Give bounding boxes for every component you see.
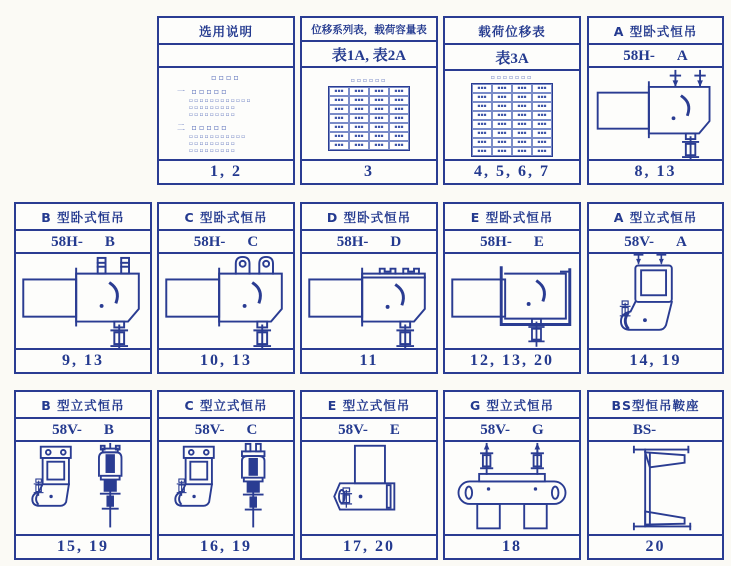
page-ref: 8, 13: [589, 159, 722, 183]
mini-table-cell: ▪▪▪: [349, 123, 369, 132]
mini-table-cell: ▪▪▪: [329, 114, 349, 123]
model-code: 58H- B: [16, 231, 150, 254]
card-title: E 型立式恒吊: [302, 392, 436, 419]
card-title: 位移系列表，载荷容量表: [302, 18, 436, 42]
mini-table-cell: ▪▪▪: [329, 132, 349, 141]
mini-table-cell: ▪▪▪: [369, 96, 389, 105]
model-code: 58H- D: [302, 231, 436, 254]
notes-pseudo-text: ▫▫▫▫ 一 ▫▫▫▫▫ ▫▫▫▫▫▫▫▫▫▫▫▫ ▫▫▫▫▫▫▫▫▫ ▫▫▫▫▫▫▫▫▫ 二 ▫▫▫▫▫ ▫▫▫▫▫▫▫▫▫▫▫ ▫▫▫▫▫▫▫▫▫ ▫▫▫▫▫▫▫▫▫: [177, 72, 252, 154]
page-ref: 20: [589, 534, 722, 558]
mini-table-cell: ▪▪▪: [389, 123, 409, 132]
mini-table-cell: ▪▪▪: [329, 87, 349, 96]
mini-table-cell: ▪▪▪: [329, 141, 349, 150]
page-ref: 12, 13, 20: [445, 348, 579, 372]
mini-table-cell: ▪▪▪: [472, 120, 492, 129]
card-58v-b: [14, 390, 152, 560]
model-code: 58V- G: [445, 419, 579, 442]
page-ref: 16, 19: [159, 534, 293, 558]
drawing-vertical-hanger-e: [302, 442, 436, 534]
table-preview: [445, 71, 579, 159]
mini-table-cell: ▪▪▪: [472, 102, 492, 111]
table-preview: [302, 68, 436, 159]
mini-table-cell: ▪▪▪: [349, 105, 369, 114]
mini-table-3a: ▫▫▫▫▫▫▫ ▪▪▪ ▪▪▪ ▪▪▪ ▪▪▪ ▪▪▪ ▪▪▪ ▪▪▪ ▪▪▪ ▪▪▪ ▪▪▪ ▪▪▪ ▪▪▪ ▪▪▪ ▪▪▪ ▪▪▪ ▪▪▪ ▪▪▪ ▪▪▪ ▪▪▪ ▪▪▪ ▪▪▪ ▪▪▪ ▪▪▪ ▪▪▪ ▪▪▪ ▪▪▪ ▪▪▪ ▪▪▪ ▪▪▪ ▪▪▪ ▪▪▪ ▪▪▪: [471, 74, 553, 157]
mini-table-cell: ▪▪▪: [369, 141, 389, 150]
mini-table-cell: ▪▪▪: [369, 87, 389, 96]
mini-table-cell: ▪▪▪: [492, 129, 512, 138]
mini-table-cell: ▪▪▪: [492, 84, 512, 93]
mini-table-cell: ▪▪▪: [532, 111, 552, 120]
card-title: E 型卧式恒吊: [445, 204, 579, 231]
mini-table-cell: ▪▪▪: [389, 132, 409, 141]
card-title: B 型立式恒吊: [16, 392, 150, 419]
mini-table-cell: ▪▪▪: [472, 138, 492, 147]
mini-table-cell: ▪▪▪: [349, 114, 369, 123]
mini-table-cell: ▪▪▪: [389, 105, 409, 114]
mini-table-cell: ▪▪▪: [472, 147, 492, 156]
mini-table-cell: ▪▪▪: [472, 111, 492, 120]
mini-table-cell: ▪▪▪: [532, 129, 552, 138]
mini-table-cell: ▪▪▪: [492, 147, 512, 156]
mini-table-1a-2a: ▫▫▫▫▫▫ ▪▪▪ ▪▪▪ ▪▪▪ ▪▪▪ ▪▪▪ ▪▪▪ ▪▪▪ ▪▪▪ ▪▪▪ ▪▪▪ ▪▪▪ ▪▪▪ ▪▪▪ ▪▪▪ ▪▪▪ ▪▪▪ ▪▪▪ ▪▪▪ ▪▪▪ ▪▪▪ ▪▪▪ ▪▪▪ ▪▪▪ ▪▪▪ ▪▪▪ ▪▪▪ ▪▪▪ ▪▪▪: [328, 77, 410, 151]
drawing-vertical-hanger-c: [159, 442, 293, 534]
mini-table-cell: ▪▪▪: [492, 138, 512, 147]
card-subtitle: [302, 42, 436, 68]
mini-table-cell: ▪▪▪: [512, 93, 532, 102]
mini-table-cell: ▪▪▪: [329, 123, 349, 132]
mini-table-cell: ▪▪▪: [472, 84, 492, 93]
mini-table-cell: ▪▪▪: [369, 123, 389, 132]
mini-table-cell: ▪▪▪: [492, 120, 512, 129]
card-58v-c: [157, 390, 295, 560]
mini-table-cell: ▪▪▪: [512, 102, 532, 111]
card-subtitle: [159, 45, 293, 68]
page-ref: 4, 5, 6, 7: [445, 159, 579, 183]
page-ref: 11: [302, 348, 436, 372]
drawing-vertical-hanger-b: [16, 442, 150, 534]
mini-table-cell: ▪▪▪: [329, 105, 349, 114]
mini-table-cell: ▪▪▪: [492, 102, 512, 111]
card-displacement-series-table: [300, 16, 438, 185]
card-58v-e: [300, 390, 438, 560]
card-title: BS型恒吊鞍座: [589, 392, 722, 419]
mini-table-cell: ▪▪▪: [349, 87, 369, 96]
card-58v-g: [443, 390, 581, 560]
card-title: 选用说明: [159, 18, 293, 45]
model-code: 58H- A: [589, 45, 722, 68]
card-58h-c: [157, 202, 295, 374]
page-ref: 9, 13: [16, 348, 150, 372]
model-code: BS-: [589, 419, 722, 442]
mini-table-cell: ▪▪▪: [472, 93, 492, 102]
card-selection-notes: [157, 16, 295, 185]
card-title: A 型卧式恒吊: [589, 18, 722, 45]
page-ref: 17, 20: [302, 534, 436, 558]
mini-table-cell: ▪▪▪: [389, 87, 409, 96]
model-code: 58V- C: [159, 419, 293, 442]
mini-table-cell: ▪▪▪: [389, 141, 409, 150]
mini-table-grid: [328, 86, 410, 151]
page-ref: 18: [445, 534, 579, 558]
card-load-displacement-table: [443, 16, 581, 185]
card-58h-a: [587, 16, 724, 185]
model-code: 58V- E: [302, 419, 436, 442]
mini-table-cell: ▪▪▪: [472, 129, 492, 138]
page-ref: 3: [302, 159, 436, 183]
mini-table-cell: ▪▪▪: [492, 111, 512, 120]
mini-table-cell: ▪▪▪: [389, 114, 409, 123]
table-ref-label: 表3A: [495, 51, 529, 67]
table-ref-label: 表1A, 表2A: [331, 48, 407, 64]
mini-table-cell: ▪▪▪: [512, 138, 532, 147]
model-code: 58V- B: [16, 419, 150, 442]
mini-table-cell: ▪▪▪: [389, 96, 409, 105]
mini-table-cell: ▪▪▪: [329, 96, 349, 105]
drawing-horizontal-hanger-c: [159, 254, 293, 348]
page-ref: 15, 19: [16, 534, 150, 558]
drawing-horizontal-hanger-a: [589, 68, 722, 159]
card-subtitle: [445, 45, 579, 71]
model-code: 58V- A: [589, 231, 722, 254]
mini-table-cell: ▪▪▪: [512, 120, 532, 129]
mini-table-cell: ▪▪▪: [492, 93, 512, 102]
card-bs-saddle: [587, 390, 724, 560]
card-58h-e: [443, 202, 581, 374]
page-ref: 14, 19: [589, 348, 722, 372]
model-code: 58H- C: [159, 231, 293, 254]
card-title: C 型卧式恒吊: [159, 204, 293, 231]
mini-table-cell: ▪▪▪: [349, 132, 369, 141]
drawing-bs-saddle: [589, 442, 722, 534]
page-ref: 10, 13: [159, 348, 293, 372]
card-58v-a: [587, 202, 724, 374]
card-58h-b: [14, 202, 152, 374]
selection-notes-preview: [159, 68, 293, 159]
mini-table-cell: ▪▪▪: [512, 111, 532, 120]
drawing-horizontal-hanger-e: [445, 254, 579, 348]
mini-table-cell: ▪▪▪: [532, 102, 552, 111]
mini-table-cell: ▪▪▪: [532, 84, 552, 93]
card-title: A 型立式恒吊: [589, 204, 722, 231]
card-title: G 型立式恒吊: [445, 392, 579, 419]
mini-table-cell: ▪▪▪: [369, 114, 389, 123]
mini-table-cell: ▪▪▪: [512, 84, 532, 93]
mini-table-cell: ▪▪▪: [369, 132, 389, 141]
mini-table-cell: ▪▪▪: [532, 93, 552, 102]
card-58h-d: [300, 202, 438, 374]
card-title: C 型立式恒吊: [159, 392, 293, 419]
drawing-vertical-hanger-g: [445, 442, 579, 534]
mini-table-cell: ▪▪▪: [532, 138, 552, 147]
drawing-horizontal-hanger-d: [302, 254, 436, 348]
card-title: D 型卧式恒吊: [302, 204, 436, 231]
mini-table-cell: ▪▪▪: [512, 129, 532, 138]
card-title: B 型卧式恒吊: [16, 204, 150, 231]
card-title: 载荷位移表: [445, 18, 579, 45]
mini-table-cell: ▪▪▪: [349, 96, 369, 105]
mini-table-grid: [471, 83, 553, 157]
model-code: 58H- E: [445, 231, 579, 254]
mini-table-cell: ▪▪▪: [532, 147, 552, 156]
mini-table-cell: ▪▪▪: [532, 120, 552, 129]
drawing-vertical-hanger-a: [589, 254, 722, 348]
mini-table-cell: ▪▪▪: [512, 147, 532, 156]
drawing-horizontal-hanger-b: [16, 254, 150, 348]
page-ref: 1, 2: [159, 159, 293, 183]
mini-table-cell: ▪▪▪: [349, 141, 369, 150]
mini-table-cell: ▪▪▪: [369, 105, 389, 114]
